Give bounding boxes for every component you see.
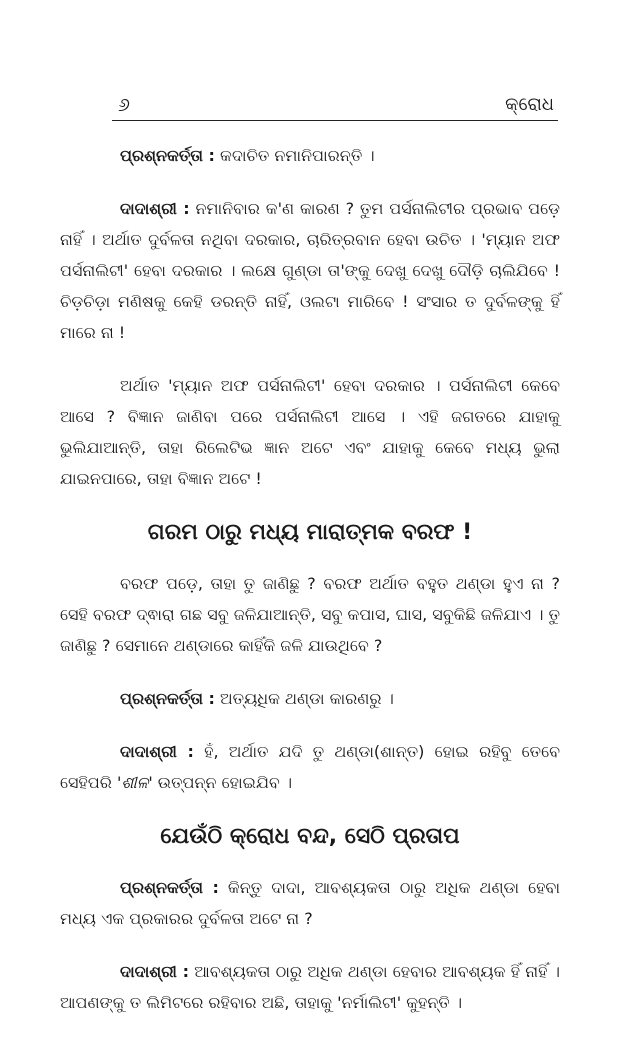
paragraph-text: ହଁ, ଅର୍ଥାତ ଯଦି ତୁ ଥଣ୍ଡା(ଶାନ୍ତ) ହୋଇ ରହିବୁ ତେବେ ସେହିପରି ' xyxy=(60,742,560,792)
paragraph-text: ନମାନିବାର କ'ଣ କାରଣ ? ତୁମ ପର୍ସନାଲିଟୀର ପ୍ରଭାବ ପଡ଼େ ନାହିଁ । ଅର୍ଥାତ ଦୁର୍ବଳତା ନଥିବା ଦରକାର, ଚାରିତ୍ରବାନ ହେବା ଉଚିତ । 'ମ୍ୟାନ ଅଫ ପର୍ସନାଲିଟୀ' ହେବା ଦରକାର । ଲକ୍ଷେ ଗୁଣ୍ଡା ତା'ଙ୍କୁ ଦେଖୁ ଦେଖୁ ଦୌଡ଼ି ଚାଲିଯିବେ ! ଚିଡ଼ଚିଡ଼ା ମଣିଷକୁ କେହି ଡରନ୍ତି ନାହିଁ, ଓଲଟା ମାରିବେ ! ସଂସାର ତ ଦୁର୍ବଳଙ୍କୁ ହିଁ ମାରେ ନା ! xyxy=(60,199,560,342)
paragraph-text: ବରଫ ପଡ଼େ, ତାହା ତୁ ଜାଣିଛୁ ? ବରଫ ଅର୍ଥାତ ବହୁତ ଥଣ୍ଡା ହୁଏ ନା ? ସେହି ବରଫ ଦ୍ଵାରା ଗଛ ସବୁ ଜଳିଯାଆନ୍ତି, ସବୁ କପାସ, ଘାସ, ସବୁକିଛି ଜଳିଯାଏ । ତୁ ଜାଣିଛୁ ? ସେମାନେ ଥଣ୍ଡାରେ କାହିଁକି ଜଳି ଯାଉଥିବେ ? xyxy=(60,574,560,655)
paragraph-text: କିନ୍ତୁ ଦାଦା, ଆବଶ୍ୟକତା ଠାରୁ ଅଧିକ ଥଣ୍ଡା ହେବା ମଧ୍ୟ ଏକ ପ୍ରକାରର ଦୁର୍ବଳତା ଅଟେ ନା ? xyxy=(60,878,560,928)
paragraph xyxy=(60,956,560,1018)
header-rule xyxy=(112,120,558,121)
speaker-label: ଦାଦାଶ୍ରୀ : xyxy=(120,962,189,981)
running-head: କ୍ରୋଧ xyxy=(505,94,554,115)
speaker-label: ପ୍ରଶ୍ନକର୍ତ୍ତା : xyxy=(120,878,219,897)
paragraph xyxy=(60,683,560,714)
section-heading: ଯେଉଁଠି କ୍ରୋଧ ବନ୍ଦ, ସେଠି ପ୍ରତାପ xyxy=(160,824,460,849)
italic-term: ଶୀଳ xyxy=(121,773,149,792)
paragraph xyxy=(60,872,560,934)
speaker-label: ଦାଦାଶ୍ରୀ : xyxy=(120,742,194,761)
paragraph-text: ଆବଶ୍ୟକତା ଠାରୁ ଅଧିକ ଥଣ୍ଡା ହେବାର ଆବଶ୍ୟକ ହିଁ ନାହିଁ । ଆପଣଙ୍କୁ ତ ଲିମିଟରେ ରହିବାର ଅଛି, ତାହାକୁ 'ନର୍ମାଲିଟୀ' କୁହନ୍ତି । xyxy=(60,962,560,1012)
paragraph-text: କଦାଚିତ ନମାନିପାରନ୍ତି । xyxy=(214,146,375,165)
page-number: ୬ xyxy=(118,94,130,116)
speaker-label: ପ୍ରଶ୍ନକର୍ତ୍ତା : xyxy=(120,146,215,165)
paragraph xyxy=(60,370,560,494)
paragraph xyxy=(60,193,560,348)
page-body xyxy=(60,140,560,1040)
paragraph xyxy=(60,568,560,661)
paragraph xyxy=(60,736,560,798)
paragraph-text: ' ଉତ୍ପନ୍ନ ହୋଇଯିବ । xyxy=(148,773,293,792)
speaker-label: ପ୍ରଶ୍ନକର୍ତ୍ତା : xyxy=(120,689,215,708)
speaker-label: ଦାଦାଶ୍ରୀ : xyxy=(120,199,190,218)
section-heading: ଗରମ ଠାରୁ ମଧ୍ୟ ମାରାତ୍ମକ ବରଫ ! xyxy=(147,520,473,545)
paragraph-text: ଅତ୍ୟଧିକ ଥଣ୍ଡା କାରଣରୁ । xyxy=(214,689,394,708)
paragraph-text: ଅର୍ଥାତ 'ମ୍ୟାନ ଅଫ ପର୍ସନାଲିଟୀ' ହେବା ଦରକାର । ପର୍ସନାଲିଟୀ କେବେ ଆସେ ? ବିଜ୍ଞାନ ଜାଣିବା ପରେ ପର୍ସନାଲିଟୀ ଆସେ । ଏହି ଜଗତରେ ଯାହାକୁ ଭୁଲିଯାଆନ୍ତି, ତାହା ରିଲେଟିଭ ଜ୍ଞାନ ଅଟେ ଏବଂ ଯାହାକୁ କେବେ ମଧ୍ୟ ଭୁଲା ଯାଇନପାରେ, ତାହା ବିଜ୍ଞାନ ଅଟେ ! xyxy=(60,376,560,488)
paragraph xyxy=(60,140,560,171)
